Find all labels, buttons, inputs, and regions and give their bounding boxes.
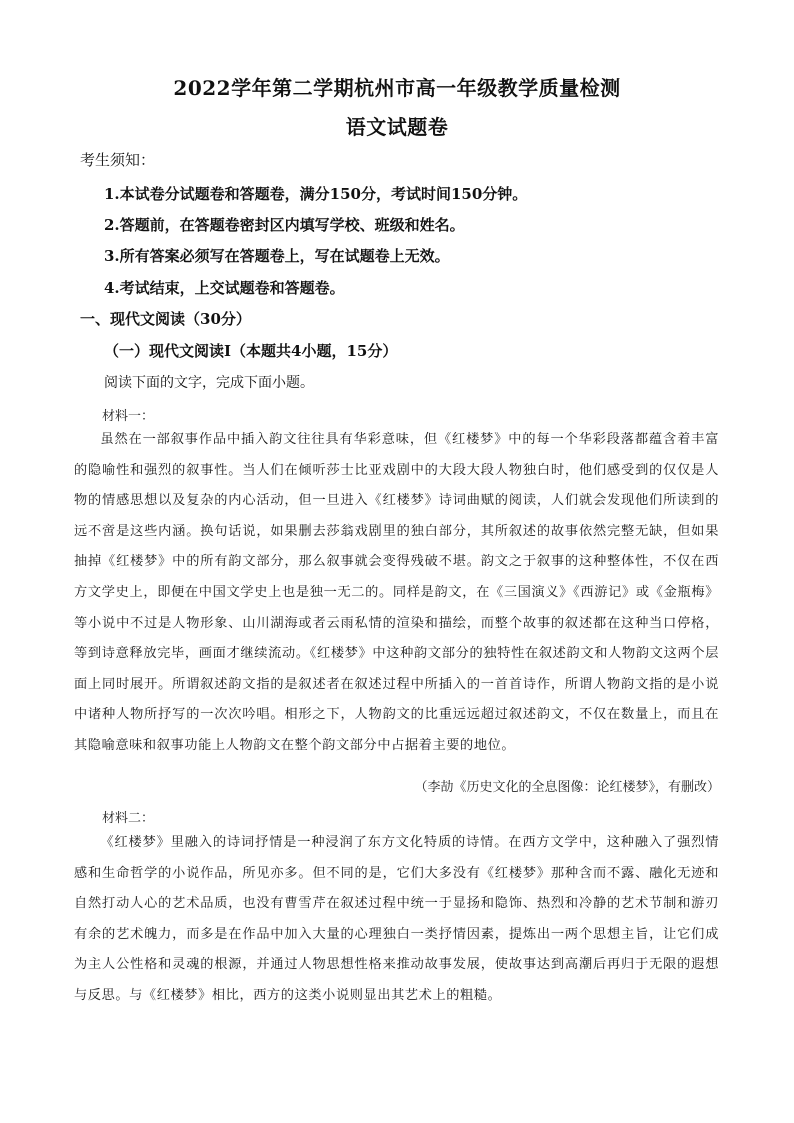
exam-title: 2022学年第二学期杭州市高一年级教学质量检测 bbox=[173, 76, 621, 100]
section-heading: 一、现代文阅读（30分） bbox=[80, 310, 251, 328]
material-1-text: 虽然在一部叙事作品中插入韵文往往具有华彩意味，但《红楼梦》中的每一个华彩段落都蕴含着丰富的隐喻性和强烈的叙事性。当人们在倾听莎士比亚戏剧中的大段大段人物独白时，他们感受到的仅仅是人物的情感思想以及复杂的内心活动，但一旦进入《红楼梦》诗词曲赋的阅读，人们就会发现他们所读到的远不啻是这些内涵。换句话说，如果删去莎翁戏剧里的独白部分，其所叙述的故事依然完整无缺，但如果抽掉《红楼梦》中的所有韵文部分，那么叙事就会变得残破不堪。韵文之于叙事的这种整体性，不仅在西方文学史上，即便在中国文学史上也是独一无二的。同样是韵文，在《三国演义》《西游记》或《金瓶梅》等小说中不过是人物形象、山川湖海或者云雨私情的渲染和描绘，而整个故事的叙述都在这种当口停格，等到诗意释放完毕，画面才继续流动。《红楼梦》中这种韵文部分的独特性在叙述韵文和人物韵文这两个层面上同时展开。所谓叙述韵文指的是叙述者在叙述过程中所插入的一首首诗作，所谓人物韵文指的是小说中诸种人物所抒写的一次次吟唱。相形之下，人物韵文的比重远远超过叙述韵文，不仅在数量上，而且在其隐喻意味和叙事功能上人物韵文在整个韵文部分中占据着主要的地位。 bbox=[74, 432, 719, 753]
material-1-label: 材料一： bbox=[102, 409, 155, 424]
material-1-source: （李劼《历史文化的全息图像：论红楼梦》，有删改） bbox=[414, 780, 720, 795]
exam-subtitle: 语文试题卷 bbox=[345, 115, 449, 139]
material-2-text: 《红楼梦》里融入的诗词抒情是一种浸润了东方文化特质的诗情。在西方文学中，这种融入了强烈情感和生命哲学的小说作品，所见亦多。但不同的是，它们大多没有《红楼梦》那种含而不露、融化无迹和自然打动人心的艺术品质，也没有曹雪芹在叙述过程中统一于显扬和隐饰、热烈和冷静的艺术节制和游刃有余的艺术魄力，而多是在作品中加入大量的心理独白一类抒情因素，提炼出一两个思想主旨，让它们成为主人公性格和灵魂的根源，并通过人物思想性格来推动故事发展，使故事达到高潮后再归于无限的遐想与反思。与《红楼梦》相比，西方的这类小说则显出其艺术上的粗糙。 bbox=[74, 835, 719, 1003]
notice-item-4: 4.考试结束，上交试题卷和答题卷。 bbox=[104, 279, 345, 297]
notice-item-1: 1.本试卷分试题卷和答题卷，满分150分，考试时间150分钟。 bbox=[104, 185, 528, 203]
material-2-label: 材料二： bbox=[102, 811, 155, 826]
notice-item-3: 3.所有答案必须写在答题卷上，写在试题卷上无效。 bbox=[104, 247, 450, 265]
subsection-heading: （一）现代文阅读Ⅰ（本题共4小题，15分） bbox=[104, 342, 398, 360]
notice-heading: 考生须知： bbox=[80, 151, 156, 169]
notice-item-2: 2.答题前，在答题卷密封区内填写学校、班级和姓名。 bbox=[104, 216, 465, 234]
reading-instruction: 阅读下面的文字，完成下面小题。 bbox=[104, 375, 314, 391]
